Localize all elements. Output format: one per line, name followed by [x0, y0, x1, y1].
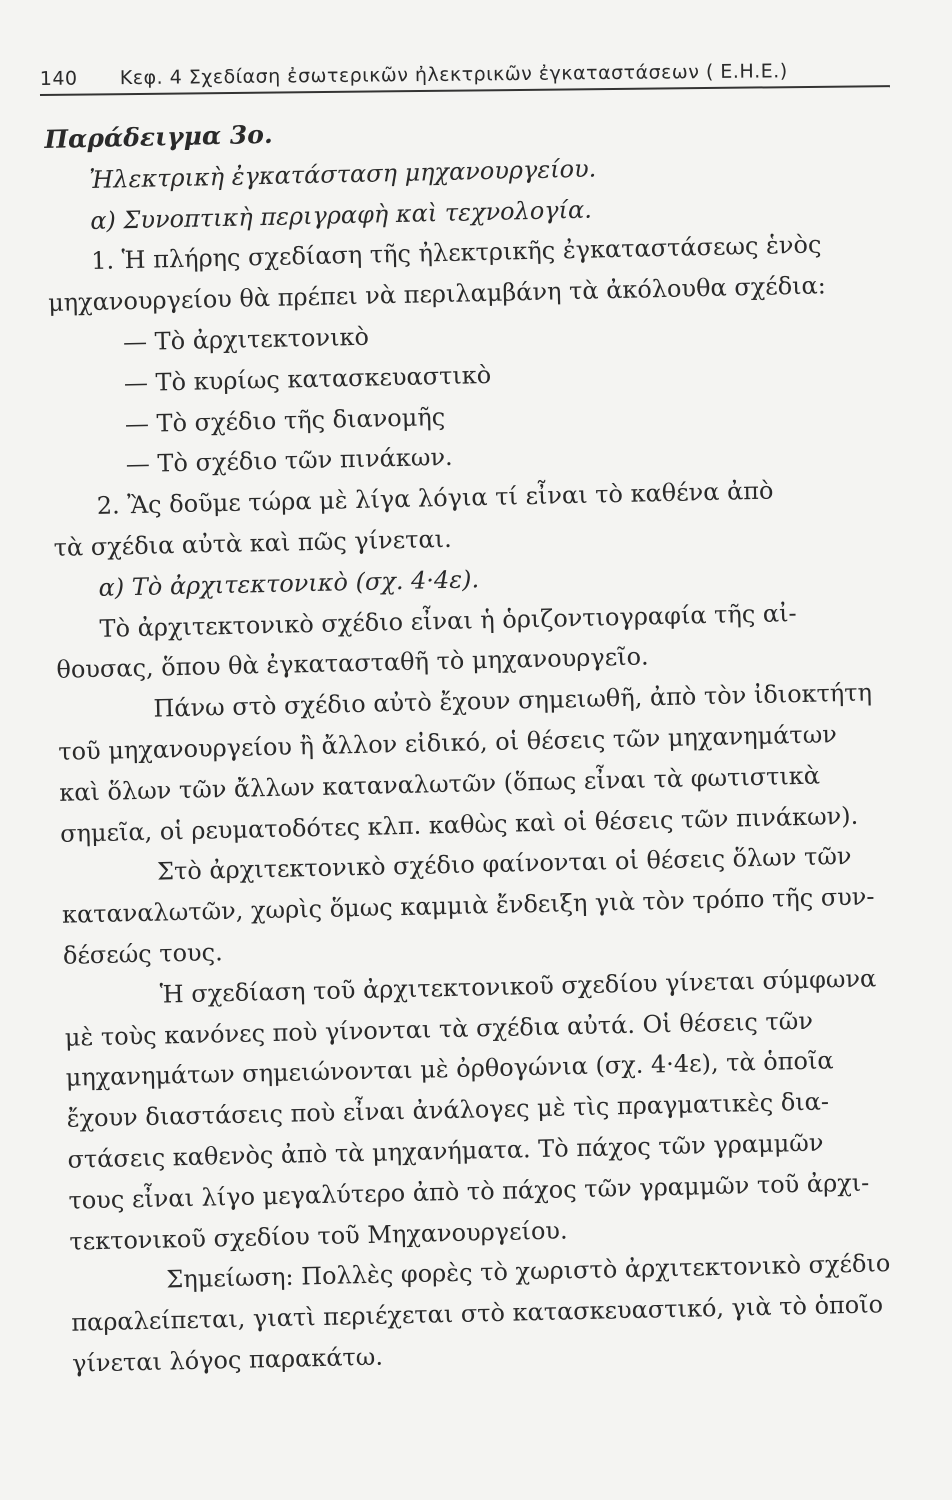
- text-line: καταναλωτῶν, χωρὶς ὅμως καμμιὰ ἔνδειξη γιὰ τὸν τρόπο τῆς συν-: [61, 882, 875, 929]
- text-line: δέσεώς τους.: [62, 938, 223, 970]
- text-line: Ἡ σχεδίαση τοῦ ἀρχιτεκτονικοῦ σχεδίου γίνεται σύμφωνα: [159, 964, 877, 1009]
- text-line: α) Τὸ ἀρχιτεκτονικὸ (σχ. 4·4ε).: [98, 565, 480, 602]
- text-line: — Τὸ σχέδιο τῆς διανομῆς: [124, 402, 446, 438]
- text-line: — Τὸ σχέδιο τῶν πινάκων.: [125, 443, 453, 479]
- text-line: τὰ σχέδια αὐτὰ καὶ πῶς γίνεται.: [53, 524, 452, 562]
- text-line: στάσεις καθενὸς ἀπὸ τὰ μηχανήματα. Τὸ πάχος τῶν γραμμῶν: [67, 1128, 824, 1174]
- running-title: Κεφ. 4 Σχεδίαση ἐσωτερικῶν ἠλεκτρικῶν ἐγκαταστάσεων ( Ε.Η.Ε.): [119, 60, 788, 90]
- text-line: τους εἶναι λίγο μεγαλύτερο ἀπὸ τὸ πάχος τῶν γραμμῶν τοῦ ἀρχι-: [68, 1168, 870, 1215]
- text-line: 1. Ἡ πλήρης σχεδίαση τῆς ἠλεκτρικῆς ἐγκαταστάσεως ἑνὸς: [90, 230, 822, 276]
- text-line: Πάνω στὸ σχέδιο αὐτὸ ἔχουν σημειωθῆ, ἀπὸ τὸν ἰδιοκτήτη: [153, 678, 873, 723]
- text-line: ἔχουν διαστάσεις ποὺ εἶναι ἀνάλογες μὲ τὶς πραγματικὲς δια-: [66, 1087, 830, 1133]
- text-line: τοῦ μηχανουργείου ἢ ἄλλον εἰδικό, οἱ θέσεις τῶν μηχανημάτων: [58, 720, 838, 766]
- text-line: γίνεται λόγος παρακάτω.: [71, 1342, 384, 1378]
- text-line: Τὸ ἀρχιτεκτονικὸ σχέδιο εἶναι ἡ ὁριζοντιογραφία τῆς αἰ-: [99, 598, 797, 643]
- running-header: [40, 51, 890, 96]
- page-number: 140: [39, 67, 78, 91]
- text-line: σημεῖα, οἱ ρευματοδότες κλπ. καθὼς καὶ οἱ θέσεις τῶν πινάκων).: [59, 801, 859, 848]
- example-heading: Παράδειγμα 3ο.: [44, 119, 273, 154]
- page-body: [44, 100, 942, 1384]
- text-line: — Τὸ κυρίως κατασκευαστικὸ: [123, 360, 492, 398]
- text-line: παραλείπεται, γιατὶ περιέχεται στὸ κατασκευαστικό, γιὰ τὸ ὁποῖο: [70, 1290, 884, 1337]
- text-line: θουσας, ὅπου θὰ ἐγκατασταθῆ τὸ μηχανουργεῖο.: [56, 642, 649, 685]
- text-line: μηχανουργείου θὰ πρέπει νὰ περιλαμβάνη τὰ ἀκόλουθα σχέδια:: [47, 271, 827, 318]
- text-line: Στὸ ἀρχιτεκτονικὸ σχέδιο φαίνονται οἱ θέσεις ὅλων τῶν: [156, 842, 852, 886]
- text-line: Σημείωση: Πολλὲς φορὲς τὸ χωριστὸ ἀρχιτεκτονικὸ σχέδιο: [166, 1249, 891, 1294]
- text-line: τεκτονικοῦ σχεδίου τοῦ Μηχανουργείου.: [69, 1215, 568, 1256]
- text-line: μὲ τοὺς κανόνες ποὺ γίνονται τὰ σχέδια αὐτά. Οἱ θέσεις τῶν: [64, 1006, 814, 1052]
- text-line: — Τὸ ἀρχιτεκτονικὸ: [122, 322, 370, 357]
- text-line: 2. Ἂς δοῦμε τώρα μὲ λίγα λόγια τί εἶναι τὸ καθένα ἀπὸ: [96, 476, 774, 521]
- text-line: καὶ ὅλων τῶν ἄλλων καταναλωτῶν (ὅπως εἶναι τὰ φωτιστικὰ: [58, 761, 821, 807]
- text-line: Ἠλεκτρικὴ ἐγκατάσταση μηχανουργείου.: [89, 154, 597, 194]
- text-line: μηχανημάτων σημειώνονται μὲ ὀρθογώνια (σχ. 4·4ε), τὰ ὁποῖα: [65, 1046, 834, 1093]
- text-line: α) Συνοπτικὴ περιγραφὴ καὶ τεχνολογία.: [89, 195, 593, 235]
